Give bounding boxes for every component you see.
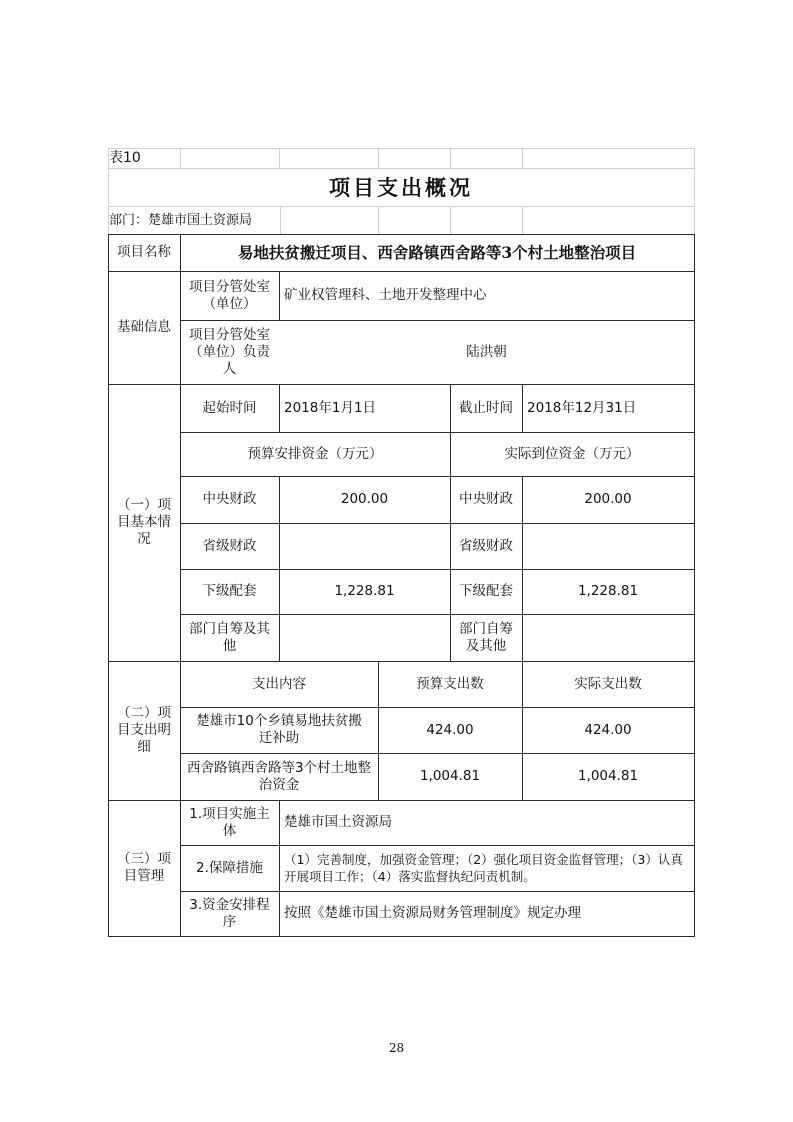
expense-actual: 424.00 bbox=[584, 721, 632, 738]
expense-content: 楚雄市10个乡镇易地扶贫搬迁补助 bbox=[196, 713, 362, 746]
project-name-label: 项目名称 bbox=[117, 244, 171, 260]
fund-row-actual-label: 下级配套 bbox=[459, 583, 513, 599]
mgmt-row-value: （1）完善制度，加强资金管理；（2）强化项目资金监督管理；（3）认真开展项目工作；（4）落实监督执纪问责机制。 bbox=[284, 852, 683, 884]
expense-budget: 424.00 bbox=[426, 721, 474, 738]
fund-row-actual: 200.00 bbox=[584, 491, 632, 507]
fund-row-actual-label: 部门自筹及其他 bbox=[459, 620, 513, 654]
grid-line bbox=[378, 206, 379, 234]
section2-label: （二）项目支出明细 bbox=[117, 705, 171, 755]
expense-content: 西舍路镇西舍路等3个村土地整治资金 bbox=[186, 759, 372, 793]
end-time-label: 截止时间 bbox=[459, 399, 513, 416]
fund-row-actual bbox=[522, 523, 694, 569]
fund-row-actual-label: 中央财政 bbox=[459, 491, 513, 507]
col-content-header: 支出内容 bbox=[252, 675, 306, 692]
project-name-value: 易地扶贫搬迁项目、西舍路镇西舍路等3个村土地整治项目 bbox=[237, 243, 637, 262]
grid-line bbox=[522, 148, 523, 168]
fund-row-actual bbox=[522, 614, 694, 661]
mgmt-row-value: 楚雄市国土资源局 bbox=[284, 814, 392, 830]
expense-budget: 1,004.81 bbox=[419, 768, 481, 784]
fund-row-actual-label: 省级财政 bbox=[459, 537, 513, 554]
table-border bbox=[694, 234, 695, 936]
section3-label: （三）项目管理 bbox=[117, 851, 171, 884]
leader-label: 项目分管处室（单位）负责人 bbox=[189, 326, 270, 377]
section1-label: （一）项目基本情况 bbox=[117, 497, 171, 547]
grid-line bbox=[108, 148, 694, 149]
expense-actual: 1,004.81 bbox=[577, 768, 639, 784]
fund-row-budget bbox=[279, 523, 450, 569]
fund-row-label: 中央财政 bbox=[202, 491, 257, 507]
mgmt-row-label: 3.资金安排程序 bbox=[189, 896, 270, 930]
fund-row-label: 部门自筹及其他 bbox=[189, 620, 270, 654]
table-border bbox=[108, 936, 695, 937]
fund-row-actual: 1,228.81 bbox=[577, 583, 639, 599]
page-number: 28 bbox=[388, 1041, 405, 1055]
grid-line bbox=[378, 148, 379, 168]
department-label: 部门：楚雄市国土资源局 bbox=[109, 212, 253, 228]
grid-line bbox=[450, 206, 451, 234]
basic-info-label: 基础信息 bbox=[117, 319, 171, 335]
start-time-value: 2018年1月1日 bbox=[284, 399, 377, 416]
start-time-label: 起始时间 bbox=[202, 399, 257, 416]
page-title: 项目支出概况 bbox=[329, 174, 473, 200]
grid-line bbox=[450, 148, 451, 168]
dept-label: 项目分管处室（单位） bbox=[189, 278, 270, 312]
col-budget-header: 预算支出数 bbox=[416, 675, 484, 692]
mgmt-row-value: 按照《楚雄市国土资源局财务管理制度》规定办理 bbox=[284, 905, 581, 921]
mgmt-row-label: 1.项目实施主体 bbox=[189, 805, 270, 839]
fund-row-label: 下级配套 bbox=[202, 583, 257, 599]
fund-row-budget: 200.00 bbox=[340, 491, 389, 507]
actual-header: 实际到位资金（万元） bbox=[504, 445, 640, 462]
mgmt-row-label: 2.保障措施 bbox=[196, 859, 263, 876]
grid-line bbox=[522, 206, 523, 234]
fund-row-budget: 1,228.81 bbox=[334, 583, 395, 599]
dept-value: 矿业权管理科、土地开发整理中心 bbox=[284, 287, 487, 303]
leader-value: 陆洪朝 bbox=[466, 343, 507, 360]
col-actual-header: 实际支出数 bbox=[574, 675, 642, 692]
grid-line bbox=[694, 148, 695, 234]
end-time-value: 2018年12月31日 bbox=[527, 399, 637, 416]
grid-line bbox=[279, 148, 280, 168]
budget-header: 预算安排资金（万元） bbox=[247, 445, 383, 462]
fund-row-budget bbox=[279, 614, 450, 661]
table-number: 表10 bbox=[109, 149, 141, 166]
fund-row-label: 省级财政 bbox=[202, 537, 257, 554]
